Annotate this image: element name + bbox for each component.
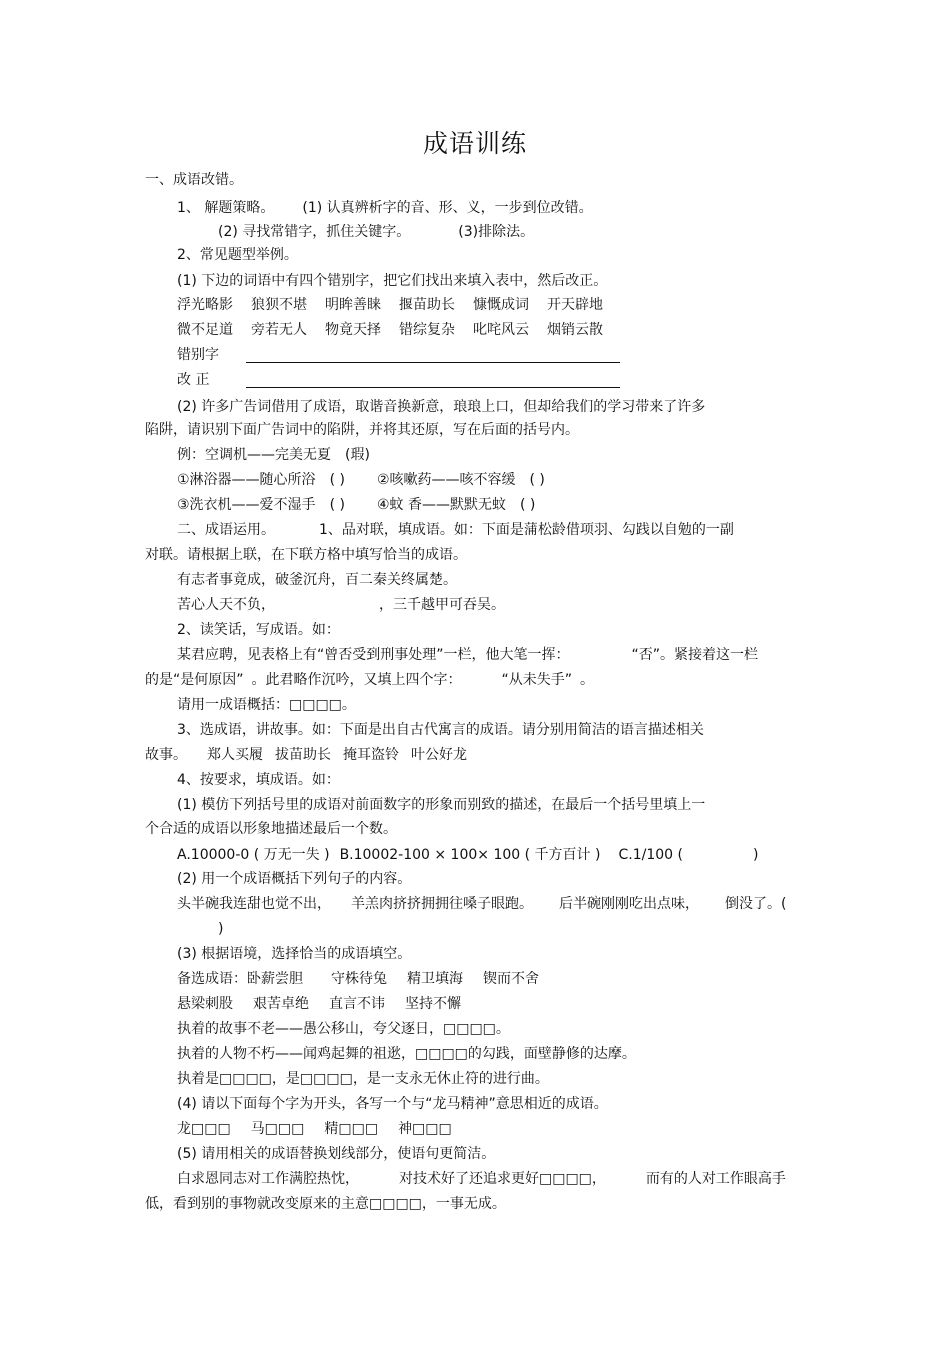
text-line — [177, 571, 457, 589]
text-segment: B.10002-100 × 100× 100 ( 千方百计 ) — [339, 847, 601, 863]
text-segment: 3、选成语，讲故事。如：下面是出自古代寓言的成语。请分别用简洁的语言描述相关 — [177, 722, 704, 738]
text-segment: (2) 寻找常错字，抓住关键字。 — [218, 224, 411, 240]
text-line — [177, 1070, 549, 1088]
text-segment: 直言不讳 — [329, 996, 385, 1012]
text-segment: 龙□□□ — [177, 1121, 231, 1137]
text-segment: 对联。请根据上联，在下联方格中填写恰当的成语。 — [145, 547, 467, 563]
text-segment: 艰苦卓绝 — [253, 996, 309, 1012]
text-segment: 改 正 — [177, 372, 210, 388]
text-segment: 执着的人物不朽——闻鸡起舞的祖逖，□□□□的勾践，面壁静修的达摩。 — [177, 1046, 636, 1062]
text-line — [177, 446, 370, 464]
text-segment: 守株待兔 — [331, 971, 387, 987]
text-line — [177, 272, 607, 290]
text-segment: 故事。 — [145, 747, 187, 763]
text-segment: 浮光略影 — [177, 297, 233, 313]
text-segment: 精□□□ — [324, 1121, 379, 1137]
text-line — [177, 646, 758, 664]
text-line — [177, 846, 758, 864]
text-segment: ) — [218, 921, 224, 937]
text-segment: (瑕) — [345, 447, 370, 463]
text-segment: 苦心人天不负， — [177, 597, 275, 613]
text-segment: ，三千越甲可吞吴。 — [379, 597, 505, 613]
text-segment: 烟销云散 — [547, 322, 603, 338]
text-segment: “从未失手” — [501, 672, 573, 688]
text-line — [177, 398, 705, 416]
text-line — [177, 1020, 510, 1038]
text-line — [177, 1120, 452, 1138]
text-line — [145, 421, 579, 439]
text-segment: 1、品对联，填成语。如：下面是蒲松龄借项羽、勾践以自勉的一副 — [319, 522, 734, 538]
text-segment: ②咳嗽药——咳不容缓 — [376, 472, 516, 488]
text-segment: (3)排除法。 — [458, 224, 535, 240]
text-line — [177, 246, 298, 264]
text-segment: 锲而不舍 — [483, 971, 539, 987]
text-segment: 而有的人对工作眼高手 — [645, 1171, 786, 1187]
text-segment: 白求恩同志对工作满腔热忱， — [177, 1171, 359, 1187]
text-segment: ③洗衣机——爱不湿手 — [177, 497, 316, 513]
text-segment: C.1/100 ( — [618, 847, 683, 863]
text-line — [177, 521, 734, 539]
text-segment: (3) 根据语境，选择恰当的成语填空。 — [177, 946, 412, 962]
text-segment: 微不足道 — [177, 322, 233, 338]
text-segment: 后半碗刚刚吃出点味， — [559, 896, 699, 912]
text-segment: 执着是□□□□，是□□□□，是一支永无休止符的进行曲。 — [177, 1071, 549, 1087]
text-segment: 揠苗助长 — [399, 297, 455, 313]
text-line — [218, 920, 223, 938]
text-segment: 某君应聘，见表格上有“曾否受到刑事处理”一栏，他大笔一挥： — [177, 647, 570, 663]
text-segment: 的是“是何原因” — [145, 672, 244, 688]
text-line — [145, 820, 397, 838]
text-line — [218, 223, 534, 241]
text-segment: 对技术好了还追求更好□□□□， — [399, 1171, 606, 1187]
text-line — [145, 746, 467, 764]
text-segment: 个合适的成语以形象地描述最后一个数。 — [145, 821, 397, 837]
answer-line-wrong-chars[interactable] — [246, 362, 620, 363]
text-line — [177, 199, 593, 217]
text-segment: 悬梁刺股 — [177, 996, 233, 1012]
text-segment: 。 — [580, 672, 595, 688]
text-line — [177, 496, 535, 514]
text-segment: ( ) — [519, 497, 536, 513]
text-line — [177, 371, 209, 389]
text-line — [177, 945, 411, 963]
text-segment: 叱咤风云 — [473, 322, 529, 338]
text-segment: 2、常见题型举例。 — [177, 247, 298, 263]
text-segment: 备选成语：卧薪尝胆 — [177, 971, 303, 987]
text-segment: ) — [752, 847, 759, 863]
text-line — [177, 1170, 786, 1188]
answer-line-corrections[interactable] — [246, 387, 620, 388]
text-segment: 低，看到别的事物就改变原来的主意□□□□，一事无成。 — [145, 1196, 506, 1212]
text-line — [177, 796, 705, 814]
text-segment: (1) 下边的词语中有四个错别字，把它们找出来填入表中，然后改正。 — [177, 273, 608, 289]
text-segment: 一、成语改错。 — [145, 172, 243, 188]
text-segment: 2、读笑话，写成语。如： — [177, 622, 340, 638]
text-segment: 马□□□ — [250, 1121, 305, 1137]
text-line — [177, 870, 411, 888]
text-segment: (1) 模仿下列括号里的成语对前面数字的形象而别致的描述，在最后一个括号里填上一 — [177, 797, 706, 813]
text-segment: A.10000-0 ( 万无一失 ) — [177, 847, 330, 863]
text-segment: ( ) — [529, 472, 545, 488]
text-line — [177, 970, 539, 988]
text-segment: 叶公好龙 — [411, 747, 467, 763]
text-segment: (5) 请用相关的成语替换划线部分，使语句更简洁。 — [177, 1146, 496, 1162]
text-segment: 二、成语运用。 — [177, 522, 275, 538]
text-line — [145, 546, 467, 564]
text-segment: ( ) — [329, 497, 345, 513]
text-line — [177, 471, 545, 489]
text-segment: (2) 许多广告词借用了成语，取谐音换新意，琅琅上口，但却给我们的学习带来了许多 — [177, 399, 706, 415]
text-segment: 错别字 — [177, 347, 219, 363]
text-segment: 执着的故事不老——愚公移山，夸父逐日，□□□□。 — [177, 1021, 510, 1037]
text-segment: 神□□□ — [398, 1121, 452, 1137]
text-line — [177, 895, 786, 913]
text-line — [177, 596, 505, 614]
text-segment: 慷慨成词 — [473, 297, 529, 313]
text-line — [177, 696, 356, 714]
text-line — [177, 771, 340, 789]
text-segment: ①淋浴器——随心所浴 — [177, 472, 316, 488]
text-segment: 例：空调机——完美无夏 — [177, 447, 331, 463]
text-segment: (4) 请以下面每个字为开头，各写一个与“龙马精神”意思相近的成语。 — [177, 1096, 608, 1112]
text-segment: ④蚊 香——默默无蚊 — [376, 497, 506, 513]
text-line — [177, 721, 704, 739]
text-segment: 拔苗助长 — [275, 747, 331, 763]
text-segment: 请用一成语概括：□□□□。 — [177, 697, 356, 713]
text-line — [177, 995, 461, 1013]
text-segment: 郑人买履 — [207, 747, 263, 763]
text-line — [177, 1145, 495, 1163]
text-line — [145, 1195, 506, 1213]
text-line — [177, 321, 603, 339]
text-segment: 1、 解题策略。 — [177, 200, 275, 216]
text-line — [177, 621, 340, 639]
text-segment: 掩耳盗铃 — [343, 747, 399, 763]
text-segment: 精卫填海 — [407, 971, 463, 987]
text-line — [177, 1095, 608, 1113]
text-segment: (2) 用一个成语概括下列句子的内容。 — [177, 871, 412, 887]
text-line — [145, 671, 594, 689]
text-segment: 倒没了。( — [725, 896, 787, 912]
text-segment: 旁若无人 — [251, 322, 307, 338]
text-segment: 错综复杂 — [399, 322, 455, 338]
text-segment: 开天辟地 — [547, 297, 603, 313]
page-title: 成语训练 — [422, 129, 527, 158]
text-line — [145, 171, 243, 189]
text-segment: (1) 认真辨析字的音、形、义，一步到位改错。 — [302, 200, 593, 216]
text-segment: 物竟天择 — [325, 322, 381, 338]
text-segment: ( ) — [329, 472, 345, 488]
text-segment: 4、按要求，填成语。如： — [177, 772, 340, 788]
text-line — [177, 296, 603, 314]
text-segment: 。此君略作沉吟，又填上四个字： — [251, 672, 462, 688]
text-segment: 头半碗我连甜也觉不出， — [177, 896, 331, 912]
text-segment: 狼狈不堪 — [251, 297, 307, 313]
text-line — [177, 346, 219, 364]
text-segment: “否”。紧接着这一栏 — [631, 647, 759, 663]
text-segment: 有志者事竟成，破釜沉舟，百二秦关终属楚。 — [177, 572, 457, 588]
text-segment: 坚持不懈 — [405, 996, 461, 1012]
text-line — [177, 1045, 636, 1063]
text-segment: 陷阱，请识别下面广告词中的陷阱，并将其还原，写在后面的括号内。 — [145, 422, 579, 438]
text-segment: 明眸善睐 — [325, 297, 381, 313]
text-segment: 羊羔肉挤挤拥拥往嗓子眼跑。 — [351, 896, 533, 912]
